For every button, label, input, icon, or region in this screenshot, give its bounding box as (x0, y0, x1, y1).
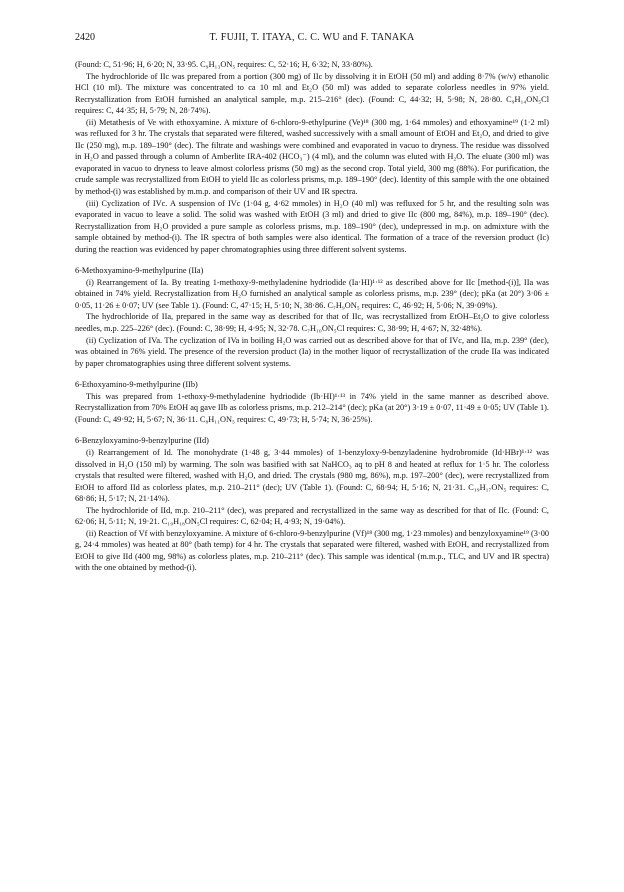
paragraph-cyclization-iva: (ii) Cyclization of IVa. The cyclization of IVa in boiling H₂O was carried out as described above for that of IVc, and IIa, m.p. 239° (dec), was obtained in 76% yield. The presence of the reversion product (Ia) in the mother liquor of recrystallization of the crude IIa was indicated by paper chromatographies using three different solvent systems. (75, 335, 549, 368)
section-heading-iib: 6-Ethoxyamino-9-methylpurine (IIb) (75, 380, 198, 390)
paragraph-cyclization-ivc: (iii) Cyclization of IVc. A suspension of IVc (1·04 g, 4·62 mmoles) in H₂O (40 ml) was refluxed for 5 hr, and the resulting soln was evaporated in vacuo to leave a solid. The solid was washed with EtOH (3 ml) and dried to give IIc (800 mg, 84%), m.p. 189–190° (dec). Recrystallization from H₂O provided a pure sample as colorless prisms, m.p. 189–190° (dec), undepressed in m.p. on admixture with the sample obtained by method-(i). The IR spectra of both samples were also identical. The formation of a trace of the reversion product (Ic) during the reaction was evidenced by paper chromatographies using three different solvent systems. (75, 198, 549, 254)
running-title: T. FUJII, T. ITAYA, C. C. WU and F. TANAKA (209, 32, 415, 43)
paragraph-hydrochloride-iid: The hydrochloride of IId, m.p. 210–211° (dec), was prepared and recrystallized in the same way as described for that of IIc. (Found: C, 62·06; H, 5·11; N, 19·21. C₁₉H₁₈ON₅Cl requires: C, 62·04; H, 4·93; N, 19·04%). (75, 505, 549, 527)
section-heading-iia: 6-Methoxyamino-9-methylpurine (IIa) (75, 266, 204, 276)
article-body (75, 59, 549, 574)
paragraph-hydrochloride-iic: The hydrochloride of IIc was prepared from a portion (300 mg) of IIc by dissolving it in EtOH (50 ml) and adding 8·7% (w/v) ethanolic HCl (10 ml). The mixture was concentrated to ca 10 ml and Et₂O (50 ml) was added to separate colorless needles in 97% yield. Recrystallization from EtOH furnished an analytical sample, m.p. 215–216° (dec). (Found: C, 44·32; H, 5·98; N, 28·80. C₉H₁₄ON₅Cl requires: C, 44·35; H, 5·79; N, 28·74%). (75, 71, 549, 116)
section-heading-iid: 6-Benzyloxyamino-9-benzylpurine (IId) (75, 436, 209, 446)
page-number: 2420 (75, 32, 95, 43)
page-header (75, 31, 549, 45)
paragraph-preparation-iib: This was prepared from 1-ethoxy-9-methyladenine hydriodide (Ib·HI)¹·¹³ in 74% yield in the same manner as described above. Recrystallization from 70% EtOH aq gave IIb as colorless prisms, m.p. 212–214° (dec); pKa (at 20°) 3·19 ± 0·07, 11·49 ± 0·05; UV (Table 1). (Found: C, 49·92; H, 5·67; N, 36·11. C₈H₁₁ON₅ requires: C, 49·73; H, 5·74; N, 36·25%). (75, 391, 549, 424)
paragraph-reaction-vf: (ii) Reaction of Vf with benzyloxyamine. A mixture of 6-chloro-9-benzylpurine (Vf)¹⁸ (300 mg, 1·23 mmoles) and benzyloxyamine¹⁹ (3·00 g, 24·4 mmoles) was heated at 80° (bath temp) for 4 hr. The crystals that separated were filtered, washed with EtOH, and recrystallized from EtOH to give IId (400 mg, 98%) as colorless plates, m.p. 210–211° (dec). This sample was identical (m.m.p., TLC, and UV and IR spectra) with the one obtained by method-(i). (75, 528, 549, 573)
paragraph-rearrangement-id: (i) Rearrangement of Id. The monohydrate (1·48 g, 3·44 mmoles) of 1-benzyloxy-9-benzyladenine hydrobromide (Id·HBr)¹·¹² was dissolved in H₂O (150 ml) by warming. The soln was basified with sat NaHCO₃ aq to pH 8 and heated at reflux for 1·5 hr. The colorless crystals that resulted were filtered, washed with H₂O, and dried. The crystals (980 mg, 86%), m.p. 197–200° (dec), were recrystallized from EtOH to afford IId as colorless plates, m.p. 210–211° (dec); UV (Table 1). (Found: C, 68·94; H, 5·16; N, 21·31. C₁₉H₁₇ON₅ requires: C, 68·86; H, 5·17; N, 21·14%). (75, 447, 549, 504)
paragraph-rearrangement-ia: (i) Rearrangement of Ia. By treating 1-methoxy-9-methyladenine hydriodide (Ia·HI)¹·¹² as described above for IIc [method-(i)], IIa was obtained in 74% yield. Recrystallization from H₂O furnished an analytical sample as colorless prisms, m.p. 239° (dec); pKa (at 20°) 3·06 ± 0·05, 11·26 ± 0·07; UV (see Table 1). (Found: C, 47·15; H, 5·10; N, 38·86. C₇H₉ON₅ requires: C, 46·92; H, 5·06; N, 39·09%). (75, 277, 549, 310)
paragraph-metathesis-ve: (ii) Metathesis of Ve with ethoxyamine. A mixture of 6-chloro-9-ethylpurine (Ve)¹⁸ (300 mg, 1·64 mmoles) and ethoxyamine¹⁹ (1·2 ml) was refluxed for 3 hr. The crystals that separated were filtered, washed successively with a small amount of EtOH and Et₂O, and dried to give IIc (250 mg), m.p. 189–190° (dec). The filtrate and washings were combined and evaporated in vacuo to dryness. The residue was dissolved in H₂O and passed through a column of Amberlite IRA-402 (HCO₃⁻) (4 ml), and the column was eluted with H₂O. The eluate (300 ml) was evaporated in vacuo to dryness to leave almost colorless prisms (50 mg) as the second crop. Total yield, 300 mg (88%). For purification, the crude sample was recrystallized from EtOH to yield IIc as colorless prisms, m.p. 189–190° (dec). Identity of this sample with the one obtained by method-(i) was established by m.m.p. and comparison of their UV and IR spectra. (75, 117, 549, 197)
paragraph-hydrochloride-iia: The hydrochloride of IIa, prepared in the same way as described for that of IIc, was recrystallized from EtOH–Et₂O to give colorless needles, m.p. 225–226° (dec). (Found: C, 38·99; H, 4·95; N, 32·78. C₇H₁₀ON₅Cl requires: C, 38·99; H, 4·67; N, 32·48%). (75, 312, 549, 334)
paragraph-found-analysis: (Found: C, 51·96; H, 6·20; N, 33·95. C₉H₁₃ON₅ requires: C, 52·16; H, 6·32; N, 33·80%). (75, 60, 373, 69)
